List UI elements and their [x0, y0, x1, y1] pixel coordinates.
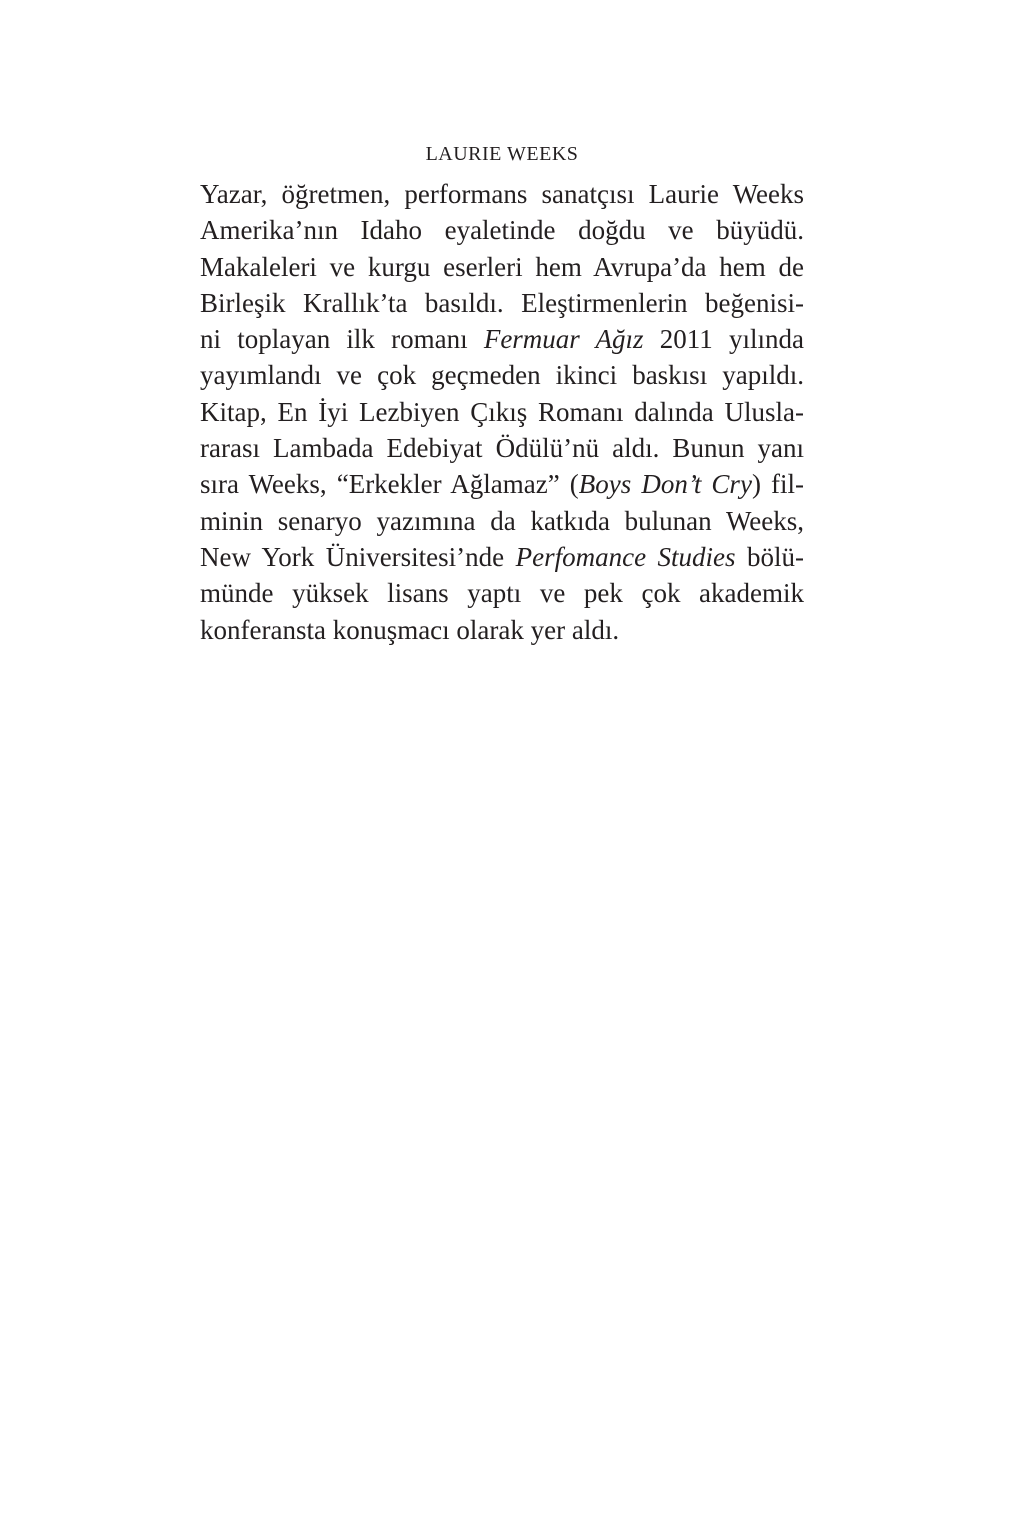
bio-line [200, 539, 804, 575]
film-title: Boys Don’t Cry [578, 469, 752, 500]
bio-line: minin senaryo yazımına da katkıda bulunan Weeks, [200, 505, 804, 536]
bio-line: Kitap, En İyi Lezbiyen Çıkış Romanı dalında Ulusla- [200, 396, 804, 427]
novel-title: Fermuar Ağız [483, 324, 644, 355]
bio-line: münde yüksek lisans yaptı ve pek çok akademik [200, 578, 804, 609]
bio-line: Yazar, öğretmen, performans sanatçısı Laurie Weeks [200, 179, 804, 209]
bio-line: Amerika’nın Idaho eyaletinde doğdu ve büyüdü. [200, 215, 804, 246]
author-bio [200, 176, 804, 648]
bio-line: yayımlandı ve çok geçmeden ikinci baskısı yapıldı. [200, 360, 804, 391]
bio-line: konferansta konuşmacı olarak yer aldı. [200, 614, 620, 645]
bio-line: Birleşik Krallık’ta basıldı. Eleştirmenlerin beğenisi- [200, 287, 804, 318]
bio-line [200, 321, 804, 357]
bio-line [200, 466, 804, 502]
bio-text: New York Üniversitesi’nde [200, 541, 516, 572]
bio-text: ni toplayan ilk romanı [200, 324, 484, 355]
bio-line: rarası Lambada Edebiyat Ödülü’nü aldı. Bunun yanı [200, 433, 804, 464]
bio-text: 2011 yılında [643, 324, 804, 355]
program-title: Perfomance Studies [515, 541, 736, 572]
bio-text: sıra Weeks, “Erkekler Ağlamaz” ( [200, 469, 579, 500]
bio-line: Makaleleri ve kurgu eserleri hem Avrupa’da hem de [200, 251, 804, 282]
bio-text: bölü- [735, 541, 804, 572]
bio-text: ) fil- [751, 469, 805, 500]
author-heading: LAURIE WEEKS [425, 143, 579, 165]
